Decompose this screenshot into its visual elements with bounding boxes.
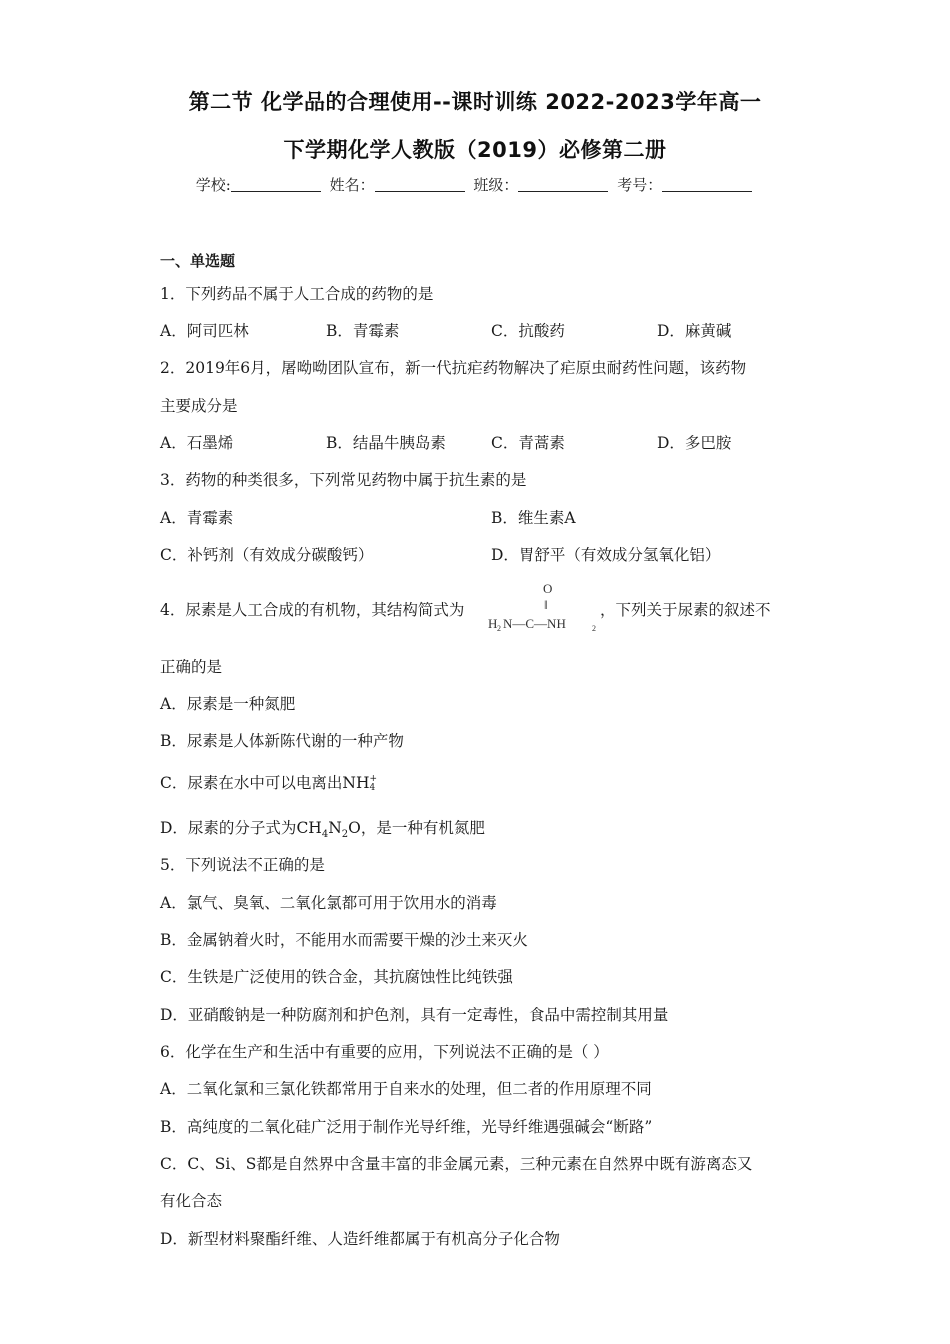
student-info-row (0, 174, 950, 195)
class-blank[interactable] (518, 177, 608, 192)
q5-stem: 5．下列说法不正确的是 (160, 856, 325, 874)
name-blank[interactable] (375, 177, 465, 192)
formula-left-h: H (488, 616, 498, 631)
q6-option-a: A．二氧化氯和三氯化铁都常用于自来水的处理，但二者的作用原理不同 (160, 1080, 652, 1098)
q3-stem: 3．药物的种类很多，下列常见药物中属于抗生素的是 (160, 471, 527, 489)
formula-double-bond: ‖ (544, 597, 548, 612)
ammonium-charge: + (369, 774, 378, 784)
school-blank[interactable] (231, 177, 321, 192)
q6-option-c-line2: 有化合态 (160, 1192, 223, 1210)
q4-option-d-text: D．尿素的分子式为 (160, 819, 297, 837)
q6-option-d: D．新型材料聚酯纤维、人造纤维都属于有机高分子化合物 (160, 1230, 560, 1248)
q4-stem-after: ，下列关于尿素的叙述不 (600, 601, 771, 619)
q4-option-d-after: ，是一种有机氮肥 (360, 819, 485, 837)
ammonium-symbol: NH (342, 774, 370, 792)
q2-stem-line1: 2．2019年6月，屠呦呦团队宣布，新一代抗疟药物解决了疟原虫耐药性问题，该药物 (160, 359, 747, 377)
q4-option-c-text: C．尿素在水中可以电离出 (160, 774, 343, 792)
formula-left-sub: 2 (497, 624, 501, 633)
q4-stem-before: 4．尿素是人工合成的有机物，其结构简式为 (160, 601, 465, 619)
q2-option-a: A．石墨烯 (160, 434, 234, 452)
formula-oxygen: O (543, 581, 553, 596)
exam-no-label: 考号： (617, 176, 663, 194)
q2-option-b: B．结晶牛胰岛素 (326, 434, 446, 452)
q3-option-a: A．青霉素 (160, 509, 234, 527)
q1-option-b: B．青霉素 (326, 322, 400, 340)
q6-option-b: B．高纯度的二氧化硅广泛用于制作光导纤维，光导纤维遇强碱会“断路” (160, 1118, 653, 1136)
q5-option-c: C．生铁是广泛使用的铁合金，其抗腐蚀性比纯铁强 (160, 968, 513, 986)
q1-option-c: C．抗酸药 (491, 322, 565, 340)
q4-option-c (160, 771, 377, 793)
formula-ch: CH (296, 819, 322, 837)
q1-stem: 1．下列药品不属于人工合成的药物的是 (160, 285, 434, 303)
q1-option-d: D．麻黄碱 (657, 322, 732, 340)
formula-n: N (328, 819, 342, 837)
formula-main-chain: N—C—NH (503, 616, 566, 631)
exam-no-blank[interactable] (662, 177, 752, 192)
q6-stem: 6．化学在生产和生活中有重要的应用，下列说法不正确的是（ ） (160, 1043, 609, 1061)
urea-structural-formula (486, 580, 604, 636)
document-title-line2: 下学期化学人教版（2019）必修第二册 (283, 138, 667, 162)
q2-option-d: D．多巴胺 (657, 434, 732, 452)
q4-option-b: B．尿素是人体新陈代谢的一种产物 (160, 732, 404, 750)
document-title-line1: 第二节 化学品的合理使用--课时训练 2022-2023学年高一 (188, 90, 762, 114)
name-label: 姓名： (329, 176, 375, 194)
q5-option-d: D．亚硝酸钠是一种防腐剂和护色剂，具有一定毒性，食品中需控制其用量 (160, 1006, 669, 1024)
q5-option-a: A．氯气、臭氧、二氧化氯都可用于饮用水的消毒 (160, 894, 497, 912)
q4-option-d (160, 816, 485, 840)
q2-option-c: C．青蒿素 (491, 434, 565, 452)
q2-stem-line2: 主要成分是 (160, 397, 238, 415)
urea-molecular-formula (296, 819, 361, 841)
q4-option-a: A．尿素是一种氮肥 (160, 695, 296, 713)
class-label: 班级： (473, 176, 519, 194)
q3-option-b: B．维生素A (491, 509, 576, 527)
formula-o: O (348, 819, 361, 837)
ammonium-subscript: 4 (369, 783, 376, 793)
formula-sub-4: 4 (321, 829, 329, 841)
q4-stem-line2: 正确的是 (160, 658, 223, 676)
q3-option-d: D．胃舒平（有效成分氢氧化铝） (491, 546, 721, 564)
q3-option-c: C．补钙剂（有效成分碳酸钙） (160, 546, 374, 564)
q5-option-b: B．金属钠着火时，不能用水而需要干燥的沙土来灭火 (160, 931, 528, 949)
q6-option-c-line1: C．C、Si、S都是自然界中含量丰富的非金属元素，三种元素在自然界中既有游离态又 (160, 1155, 753, 1173)
formula-right-sub: 2 (592, 624, 596, 633)
formula-sub-2: 2 (341, 829, 349, 841)
q1-option-a: A．阿司匹林 (160, 322, 249, 340)
ammonium-ion (342, 774, 377, 792)
school-label: 学校: (195, 176, 231, 194)
section-title: 一、单选题 (160, 252, 236, 270)
